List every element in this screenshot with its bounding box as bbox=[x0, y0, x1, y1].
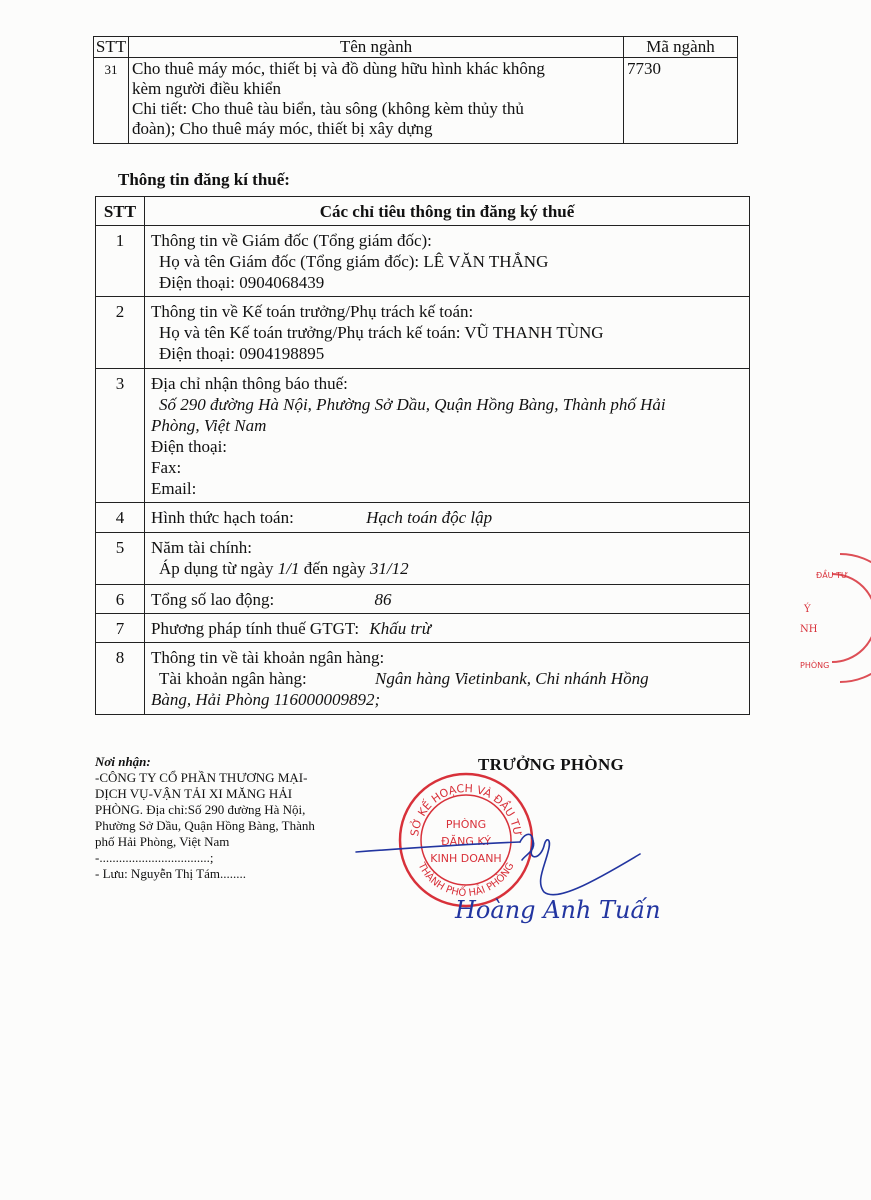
tax-row-6 bbox=[96, 585, 750, 614]
accounting-form-label: Hình thức hạch toán: bbox=[151, 508, 294, 527]
svg-text:Ý: Ý bbox=[804, 604, 811, 615]
recipient-line: -CÔNG TY CỔ PHẦN THƯƠNG MẠI- bbox=[95, 770, 308, 785]
row-content bbox=[145, 614, 750, 643]
employee-count-value: 86 bbox=[374, 590, 392, 609]
stamp-bottom-text: THÀNH PHỐ HẢI PHÒNG bbox=[415, 861, 517, 900]
fiscal-from-label: Áp dụng từ ngày bbox=[159, 559, 274, 578]
row-content bbox=[145, 503, 750, 533]
recipient-line: Phường Sở Dầu, Quận Hồng Bàng, Thành bbox=[95, 818, 315, 833]
fiscal-year-range bbox=[151, 558, 743, 579]
signature-title: TRƯỞNG PHÒNG bbox=[478, 755, 625, 774]
row-stt: 8 bbox=[96, 643, 145, 715]
fiscal-from-date: 1/1 bbox=[277, 559, 300, 578]
tax-phone-label: Điện thoại: bbox=[151, 437, 228, 456]
industry-table bbox=[93, 36, 738, 144]
director-phone: Điện thoại: 0904068439 bbox=[159, 273, 325, 292]
fiscal-to-label: đến ngày bbox=[303, 559, 366, 578]
recipient-line: PHÒNG. Địa chỉ:Số 290 đường Hà Nội, bbox=[95, 802, 306, 817]
accountant-heading: Thông tin về Kế toán trưởng/Phụ trách kế toán: bbox=[151, 302, 474, 321]
recipient-line: phố Hải Phòng, Việt Nam bbox=[95, 834, 230, 849]
tax-address-line: Số 290 đường Hà Nội, Phường Sở Dầu, Quận Hồng Bàng, Thành phố Hải bbox=[159, 395, 666, 414]
accountant-name: Họ và tên Kế toán trưởng/Phụ trách kế toán: VŨ THANH TÙNG bbox=[159, 323, 604, 342]
industry-row-name bbox=[129, 58, 624, 144]
recipient-title: Nơi nhận: bbox=[95, 754, 151, 769]
bank-account-value-cont: Bàng, Hải Phòng 116000009892; bbox=[151, 690, 381, 709]
industry-table-header bbox=[94, 37, 738, 58]
tax-email-label: Email: bbox=[151, 479, 197, 498]
stamp-center-text: PHÒNG bbox=[445, 818, 487, 831]
accountant-phone: Điện thoại: 0904198895 bbox=[159, 344, 325, 363]
tax-address-heading: Địa chỉ nhận thông báo thuế: bbox=[151, 374, 348, 393]
employee-count-label: Tổng số lao động: bbox=[151, 590, 275, 609]
tax-table bbox=[95, 196, 750, 715]
fiscal-year-heading: Năm tài chính: bbox=[151, 538, 253, 557]
recipient-block bbox=[95, 754, 365, 882]
row-content bbox=[145, 643, 750, 715]
stamp-center-text: ĐĂNG KÝ bbox=[441, 835, 491, 848]
tax-row-8 bbox=[96, 643, 750, 715]
svg-text:ĐẦU TƯ: ĐẦU TƯ bbox=[816, 571, 848, 580]
industry-name-line: kèm người điều khiển bbox=[132, 79, 281, 98]
tax-row-4 bbox=[96, 503, 750, 533]
tax-row-2 bbox=[96, 297, 750, 369]
bank-heading: Thông tin về tài khoản ngân hàng: bbox=[151, 648, 385, 667]
tax-row-3 bbox=[96, 369, 750, 503]
svg-text:NH: NH bbox=[800, 624, 818, 635]
industry-row-stt: 31 bbox=[94, 58, 129, 144]
svg-text:PHÒNG: PHÒNG bbox=[800, 661, 830, 670]
row-stt: 6 bbox=[96, 585, 145, 614]
industry-detail-line: đoàn); Cho thuê máy móc, thiết bị xây dựng bbox=[132, 119, 433, 138]
director-name: Họ và tên Giám đốc (Tổng giám đốc): LÊ VĂN THẮNG bbox=[159, 252, 549, 271]
recipient-line: DỊCH VỤ-VẬN TẢI XI MĂNG HẢI bbox=[95, 786, 293, 801]
vat-method-value: Khấu trừ bbox=[369, 619, 432, 638]
partial-stamp bbox=[790, 548, 871, 688]
stamp-outer-text: SỞ KẾ HOẠCH VÀ ĐẦU TƯ bbox=[408, 781, 524, 838]
recipient-line: - Lưu: Nguyễn Thị Tám........ bbox=[95, 866, 246, 881]
stamp-center-text: KINH DOANH bbox=[430, 852, 502, 865]
tax-fax-label: Fax: bbox=[151, 458, 182, 477]
row-content bbox=[145, 226, 750, 297]
tax-row-5 bbox=[96, 533, 750, 585]
industry-detail-line: Chi tiết: Cho thuê tàu biển, tàu sông (không kèm thủy thủ bbox=[132, 99, 524, 118]
director-heading: Thông tin về Giám đốc (Tổng giám đốc): bbox=[151, 231, 432, 250]
tax-row-1 bbox=[96, 226, 750, 297]
tax-table-header bbox=[96, 197, 750, 226]
row-stt: 3 bbox=[96, 369, 145, 503]
header-stt: STT bbox=[94, 37, 129, 58]
header-content: Các chỉ tiêu thông tin đăng ký thuế bbox=[145, 197, 750, 226]
row-content bbox=[145, 533, 750, 585]
signer-name: Hoàng Anh Tuấn bbox=[455, 896, 661, 924]
row-content bbox=[145, 369, 750, 503]
tax-row-7 bbox=[96, 614, 750, 643]
tax-address-line: Phòng, Việt Nam bbox=[151, 416, 267, 435]
recipient-line: -..................................; bbox=[95, 850, 214, 865]
accounting-form-value: Hạch toán độc lập bbox=[366, 508, 493, 527]
tax-section-title: Thông tin đăng kí thuế: bbox=[118, 170, 290, 189]
row-stt: 4 bbox=[96, 503, 145, 533]
header-stt: STT bbox=[96, 197, 145, 226]
header-code: Mã ngành bbox=[624, 37, 738, 58]
industry-row-code: 7730 bbox=[624, 58, 738, 144]
industry-name-line: Cho thuê máy móc, thiết bị và đồ dùng hữu hình khác không bbox=[132, 59, 545, 78]
vat-method-label: Phương pháp tính thuế GTGT: bbox=[151, 619, 360, 638]
fiscal-to-date: 31/12 bbox=[369, 559, 409, 578]
header-name: Tên ngành bbox=[129, 37, 624, 58]
row-stt: 1 bbox=[96, 226, 145, 297]
industry-row bbox=[94, 58, 738, 144]
bank-account-value: Ngân hàng Vietinbank, Chi nhánh Hồng bbox=[375, 669, 649, 688]
bank-account-line bbox=[151, 668, 743, 689]
row-stt: 2 bbox=[96, 297, 145, 369]
row-content bbox=[145, 585, 750, 614]
row-stt: 5 bbox=[96, 533, 145, 585]
row-content bbox=[145, 297, 750, 369]
bank-account-label: Tài khoản ngân hàng: bbox=[159, 669, 307, 688]
row-stt: 7 bbox=[96, 614, 145, 643]
